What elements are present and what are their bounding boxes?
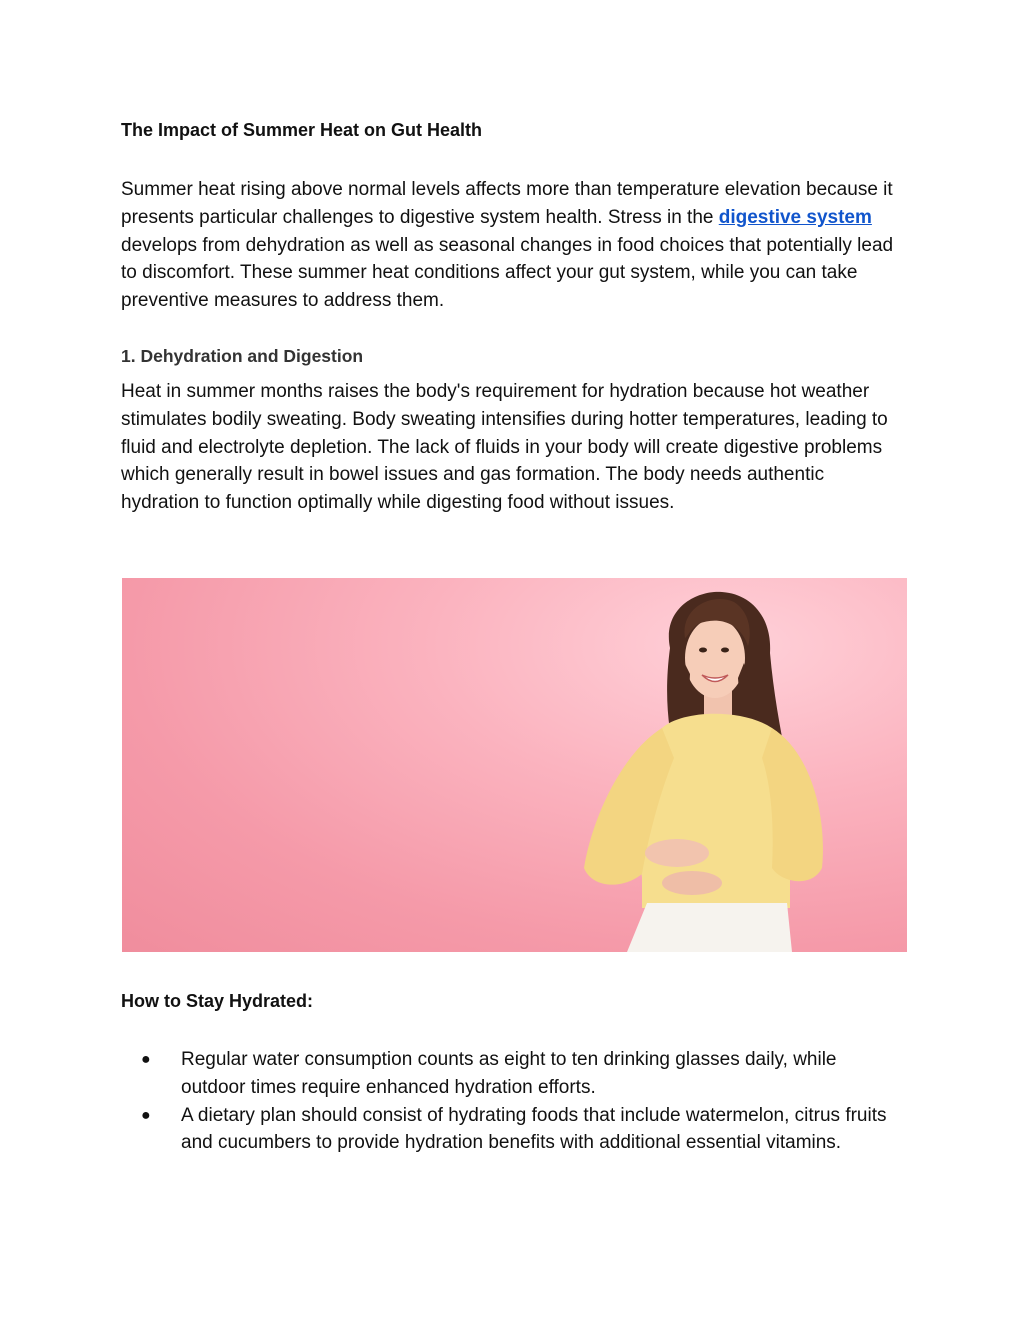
section-heading-dehydration: 1. Dehydration and Digestion [121, 346, 364, 366]
right-eye [721, 648, 729, 653]
woman-holding-stomach-photo [122, 578, 907, 952]
hydration-tips-list [121, 1046, 907, 1157]
list-item [121, 1102, 907, 1158]
face [685, 618, 745, 698]
dehydration-paragraph: Heat in summer months raises the body's requirement for hydration because hot weather stimulates bodily sweating. Body sweating intensifies during hotter temperatures, leading to fluid and electrolyte depletion. The lack of fluids in your body will create digestive problems which generally result in bowel issues and gas formation. The body needs authentic hydration to function optimally while digesting food without issues. [121, 381, 888, 514]
how-to-stay-hydrated-heading: How to Stay Hydrated: [121, 991, 314, 1011]
upper-hand [645, 839, 709, 867]
intro-text-before-link: Summer heat rising above normal levels affects more than temperature elevation because it presents particular challenges to digestive system health. Stress in the [121, 179, 893, 228]
list-item-text: A dietary plan should consist of hydrating foods that include watermelon, citrus fruits and cucumbers to provide hydration benefits with additional essential vitamins. [181, 1104, 887, 1154]
photo-illustration [122, 578, 907, 952]
list-item [121, 1046, 907, 1102]
bullet-icon: ● [141, 1051, 151, 1068]
intro-text-after-link: develops from dehydration as well as seasonal changes in food choices that potentially lead to discomfort. These summer heat conditions affect your gut system, while you can take preventive measures to address them. [121, 234, 894, 312]
list-item-text: Regular water consumption counts as eight to ten drinking glasses daily, while outdoor times require enhanced hydration efforts. [181, 1049, 837, 1098]
digestive-system-link[interactable]: digestive system [718, 206, 872, 228]
lower-hand [662, 871, 722, 895]
article-title: The Impact of Summer Heat on Gut Health [121, 120, 483, 140]
left-eye [699, 648, 707, 653]
bullet-icon: ● [141, 1106, 151, 1124]
intro-paragraph [121, 176, 907, 315]
white-pants [627, 903, 792, 952]
